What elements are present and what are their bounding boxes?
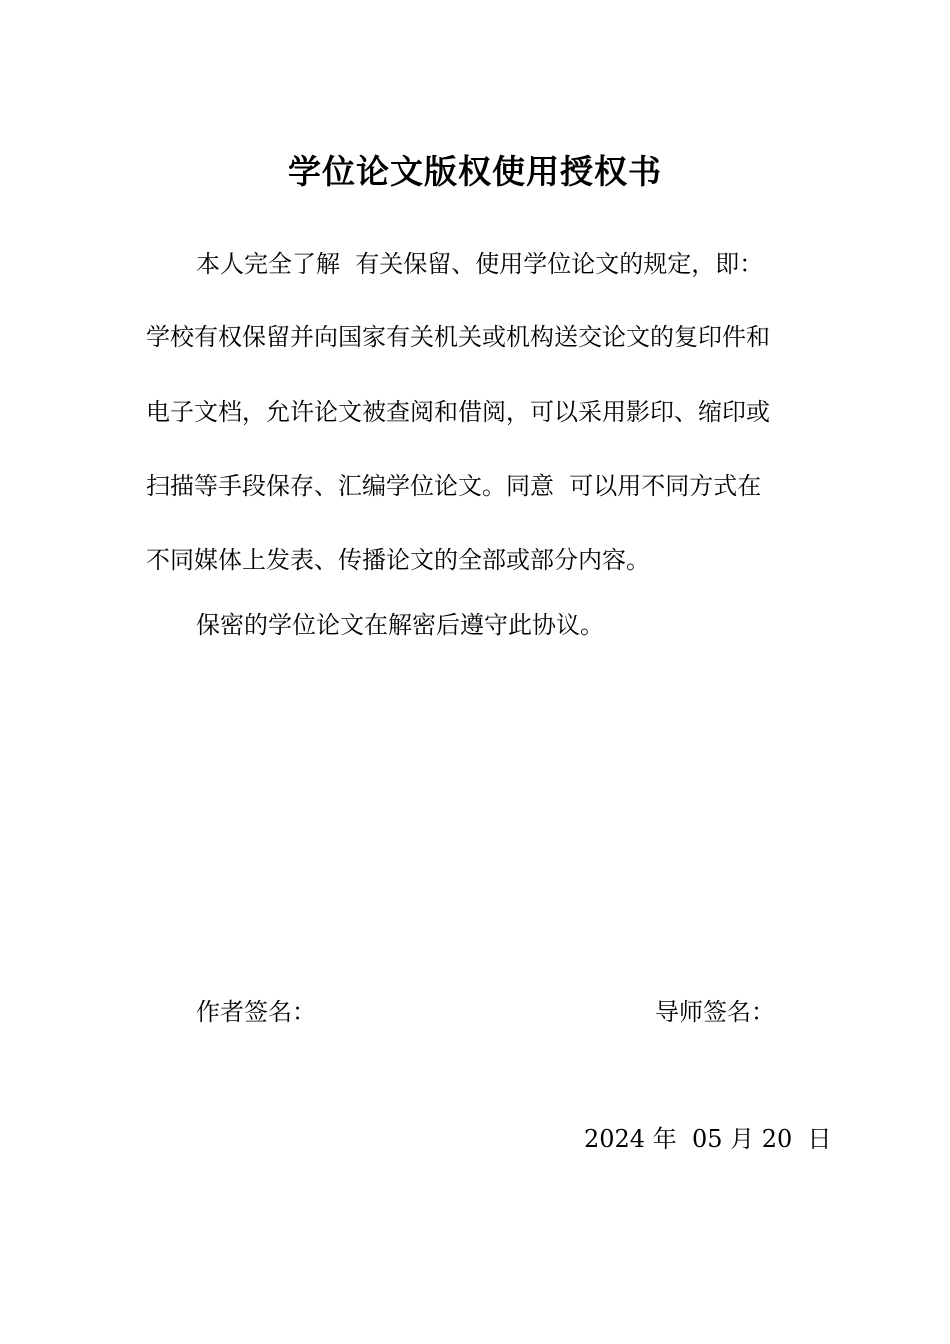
paragraph1-line1: 本人完全了解 有关保留、使用学位论文的规定，即： bbox=[196, 250, 764, 278]
paragraph1-line5: 不同媒体上发表、传播论文的全部或部分内容。 bbox=[146, 546, 650, 574]
author-signature-label: 作者签名： bbox=[196, 998, 316, 1026]
paragraph1-line2: 学校有权保留并向国家有关机关或机构送交论文的复印件和 bbox=[146, 323, 770, 351]
paragraph1-line4: 扫描等手段保存、汇编学位论文。同意 可以用不同方式在 bbox=[146, 472, 762, 500]
paragraph1-line3: 电子文档，允许论文被查阅和借阅，可以采用影印、缩印或 bbox=[146, 398, 770, 426]
advisor-signature-label: 导师签名： bbox=[655, 998, 775, 1026]
signing-date: 2024 年 05 月 20 日 bbox=[584, 1125, 832, 1153]
paragraph2: 保密的学位论文在解密后遵守此协议。 bbox=[196, 611, 604, 639]
document-title: 学位论文版权使用授权书 bbox=[288, 152, 662, 191]
